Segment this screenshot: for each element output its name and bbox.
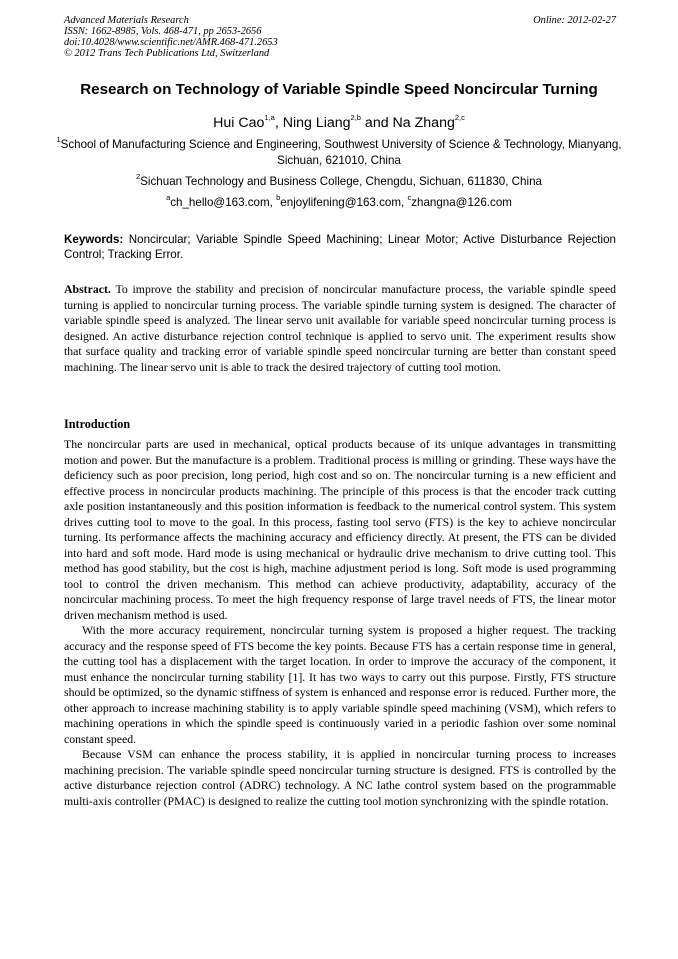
author-superscript: 2,c: [454, 113, 465, 123]
email-marker: c: [407, 193, 412, 203]
affiliation-marker: 1: [56, 135, 61, 145]
email-list: [52, 195, 626, 211]
email-address: ch_hello@163.com: [170, 196, 270, 209]
keywords-text: Noncircular; Variable Spindle Speed Machining; Linear Motor; Active Disturbance Rejection Control; Tracking Error.: [64, 233, 617, 261]
copyright-line: © 2012 Trans Tech Publications Ltd, Switzerland: [64, 48, 270, 59]
email-address: enjoylifening@163.com: [280, 196, 401, 209]
paragraph: With the more accuracy requirement, noncircular turning system is proposed a higher request. The tracking accuracy and the response speed of FTS become the key points. Because FTS has a certain response time in general, the cutting tool has a displacement with the target location. In order to improve the accuracy of the component, it must enhance the noncircular turning stability [1]. It has two ways to carry out this purpose. Firstly, FTS structure should be optimized, so the dynamic stiffness of system is enhanced and response error is reduced. Further more, the other approach to increase machining stability is to apply variable spindle speed machining (VSM), which refers to machining operations in which the spindle speed is continuously varied in a periodic fashion over some nominal constant speed.: [64, 623, 616, 746]
affiliation-marker: 2: [136, 172, 141, 182]
paragraph: Because VSM can enhance the process stability, it is applied in noncircular turning process to increases machining precision. The variable spindle speed noncircular turning structure is designed. FTS is controlled by the active disturbance rejection control (ADRC) technology. A NC lathe control system based on the programmable multi-axis controller (PMAC) is designed to realize the cutting tool motion synchronizing with the spindle rotation.: [64, 747, 616, 808]
doi-line: doi:10.4028/www.scientific.net/AMR.468-471.2653: [64, 37, 278, 48]
affiliation-text: School of Manufacturing Science and Engineering, Southwest University of Science & Technology, Mianyang, Sichuan, 621010, China: [60, 138, 622, 167]
section-heading-introduction: Introduction: [64, 417, 131, 431]
author-list: [40, 113, 638, 133]
author-name: Na Zhang: [392, 115, 455, 131]
paper-title: Research on Technology of Variable Spindle Speed Noncircular Turning: [80, 81, 598, 98]
author-superscript: 1,a: [264, 113, 275, 123]
author-separator: ,: [274, 115, 283, 131]
email-marker: b: [276, 193, 281, 203]
email-marker: a: [166, 193, 171, 203]
issn-line: ISSN: 1662-8985, Vols. 468-471, pp 2653-2656: [64, 26, 262, 37]
online-date: Online: 2012-02-27: [533, 15, 616, 26]
affiliation-2: [52, 174, 626, 190]
affiliation-text: Sichuan Technology and Business College, Chengdu, Sichuan, 611830, China: [140, 175, 542, 188]
email-address: zhangna@126.com: [411, 196, 512, 209]
introduction-body: [64, 437, 616, 809]
abstract-text: To improve the stability and precision of noncircular manufacture process, the variable spindle speed turning is applied to noncircular turning process. The variable spindle turning system is designed. The character of variable spindle speed is analyzed. The linear servo unit available for variable speed noncircular turning process is designed. An active disturbance rejection control technique is applied to servo unit. The experiment results show that surface quality and tracking error of variable spindle speed noncircular turning are better than constant speed machining. The linear servo unit is able to track the desired trajectory of cutting tool motion.: [64, 282, 616, 374]
journal-name: Advanced Materials Research: [64, 15, 189, 26]
email-separator: ,: [269, 196, 277, 209]
abstract-label: Abstract.: [64, 282, 111, 296]
paragraph: The noncircular parts are used in mechanical, optical products because of its unique advantages in transmitting motion and power. But the manufacture is a problem. Traditional process is milling or grinding. These ways have the deficiency such as poor precision, long period, high cost and so on. The noncircular turning is a new efficient and effective process in noncircular products machining. The principle of this process is that the encoder track cutting axle position instantaneously and this position information is feedback to the numerical control system. This system drives cutting tool to move to the goal. In this process, fasting tool servo (FTS) is the key to achieve noncircular turning. Its performance affects the machining accuracy and efficiency directly. At present, the FTS can be divided into hard and soft mode. Hard mode is using mechanical or hydraulic drive mechanism to drive cutting tool. This method has good stability, but the cost is high, machine adjustment period is long. Soft mode is used programming tool to control the driven mechanism. This method can achieve productivity, adaptability, accuracy of the noncircular machining process. To meet the high frequency response of large travel needs of FTS, the linear motor driven mechanism method is used.: [64, 437, 616, 622]
keywords-label: Keywords:: [64, 233, 124, 246]
email-separator: ,: [401, 196, 408, 209]
keywords-block: [64, 232, 616, 262]
author-name: Hui Cao: [213, 115, 265, 131]
author-name: Ning Liang: [282, 115, 351, 131]
author-superscript: 2,b: [350, 113, 361, 123]
affiliation-1: [52, 137, 626, 169]
abstract-block: [64, 282, 616, 375]
author-separator: and: [360, 115, 393, 131]
journal-header: [64, 15, 616, 59]
